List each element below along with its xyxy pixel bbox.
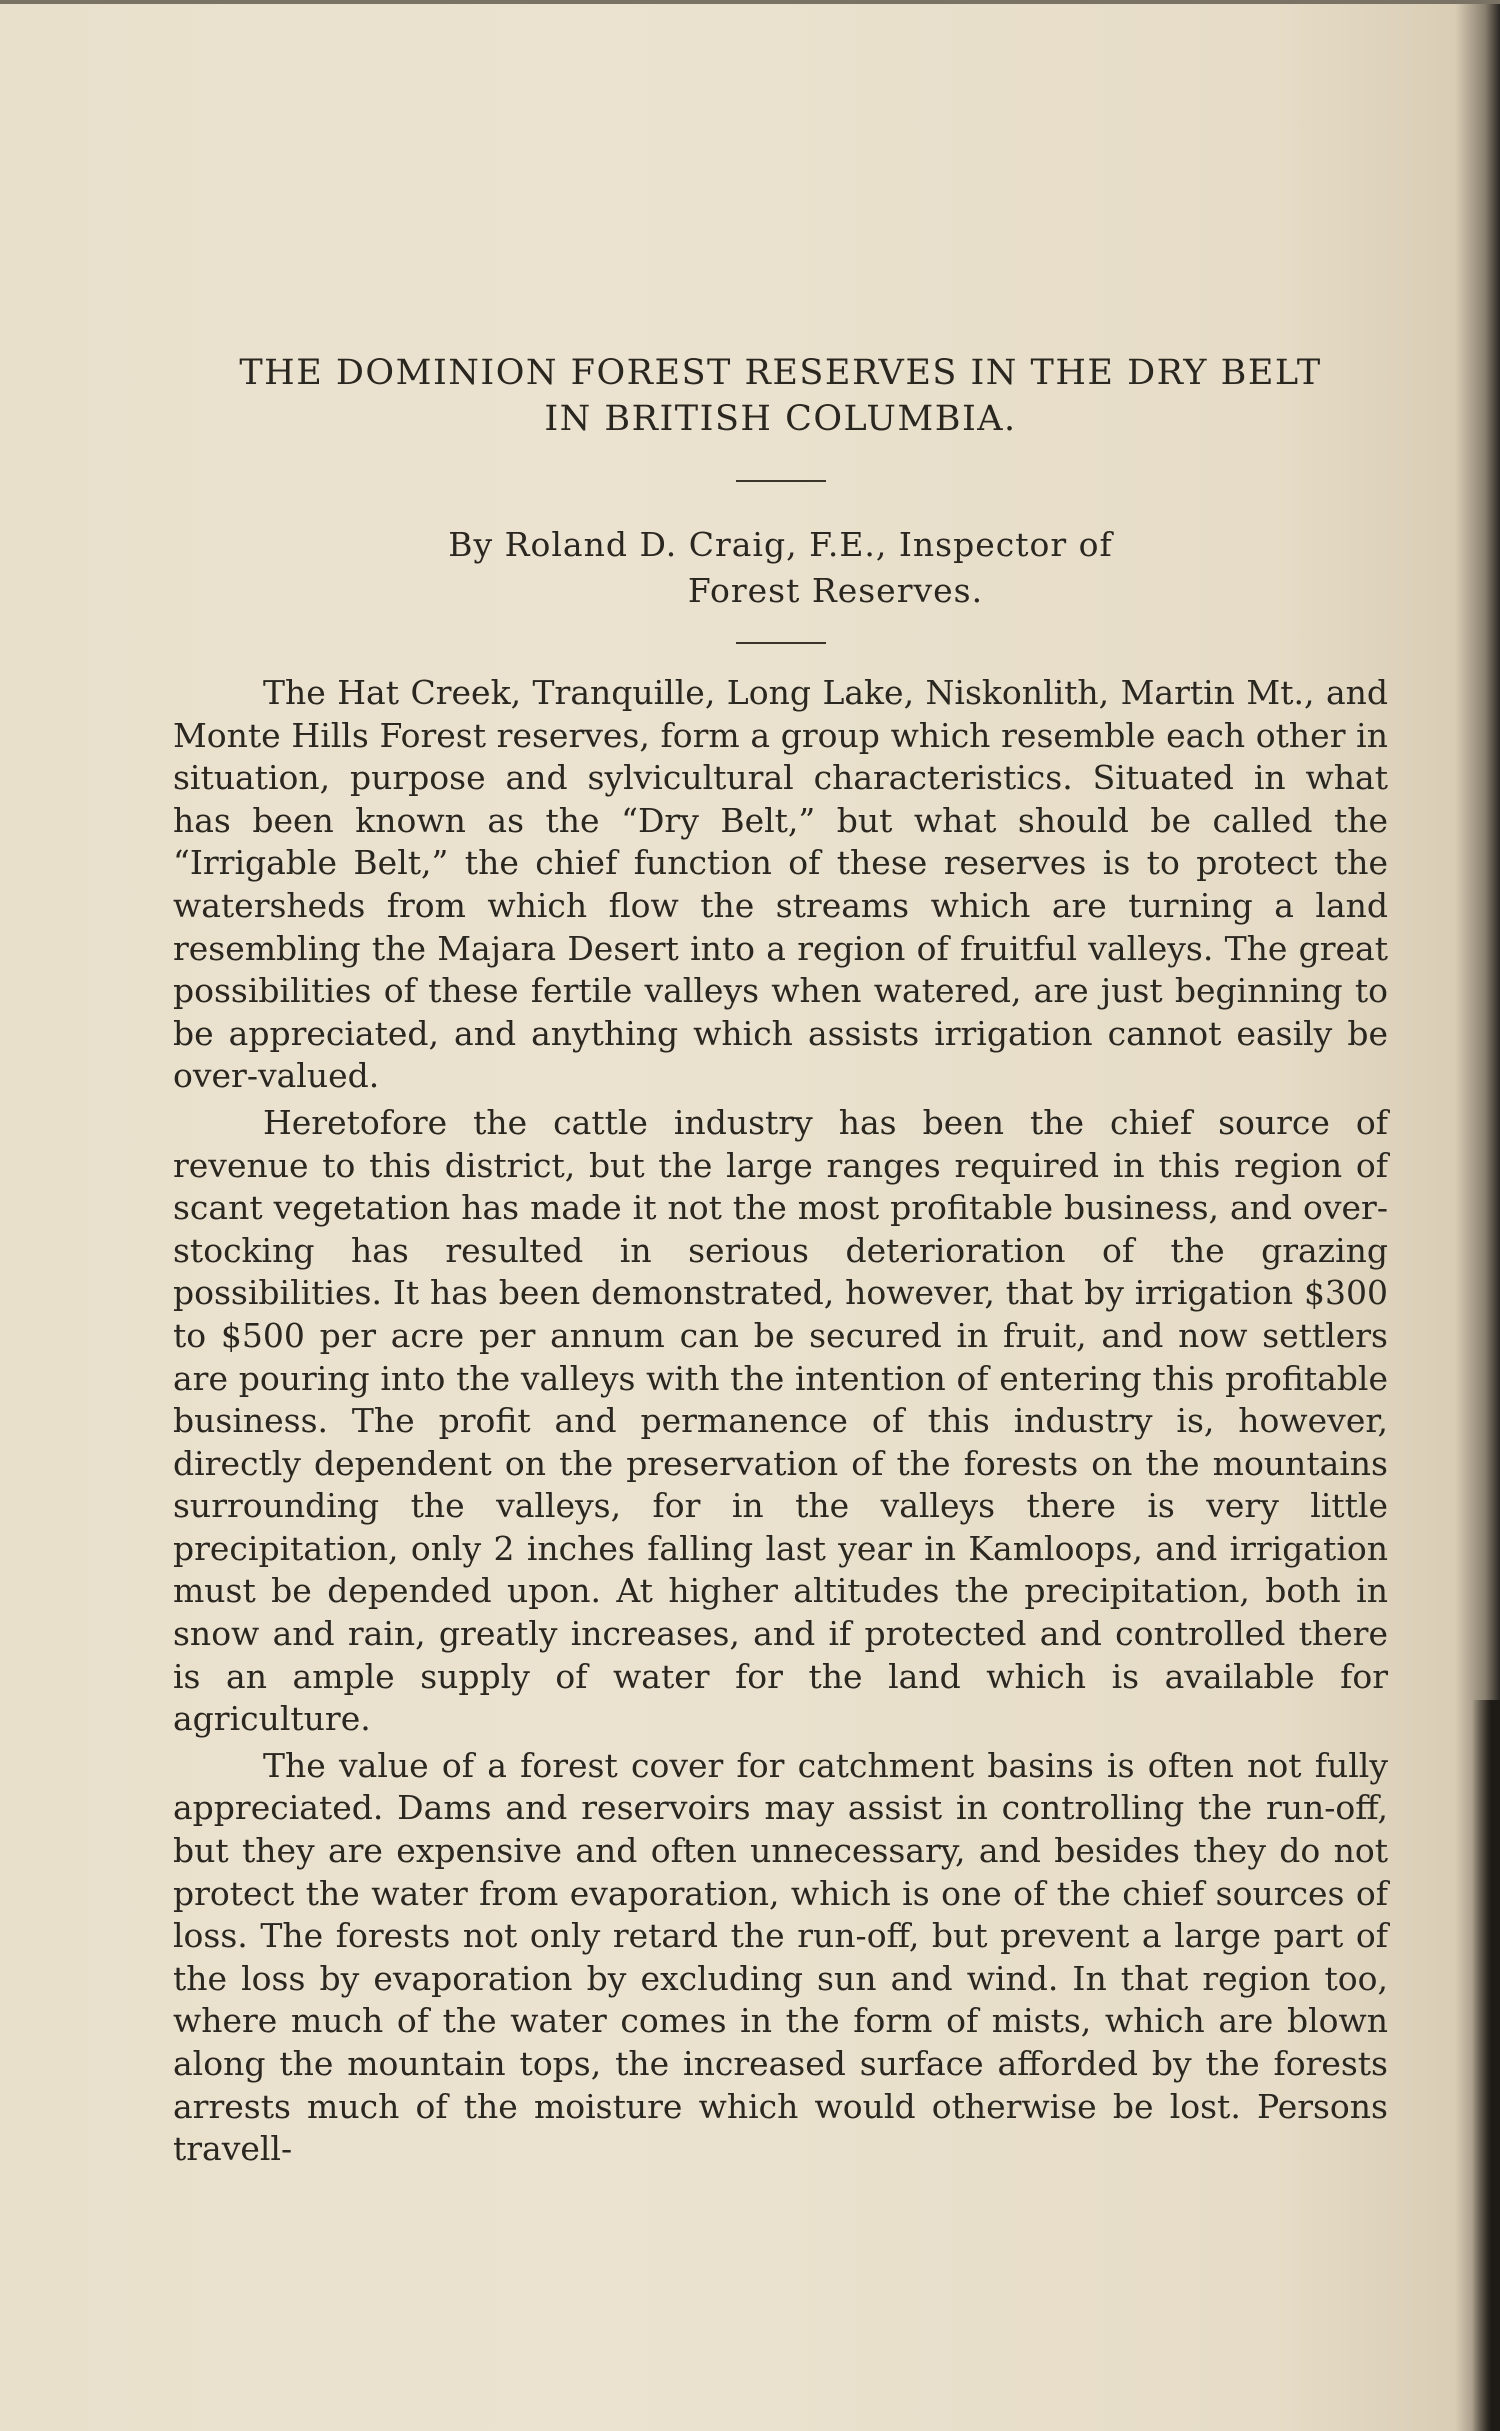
article	[173, 350, 1388, 2175]
paragraph-2: Heretofore the cattle industry has been the chief source of revenue to this district, but the large ranges required in this region of scant vegetation has made it not the most profitable business, and over-stocking has resulted in serious deterioration of the grazing possibilities. It has been demonstrated, however, that by irrigation $300 to $500 per acre per annum can be secured in fruit, and now settlers are pouring into the valleys with the intention of entering this profitable business. The profit and permanence of this industry is, however, directly dependent on the preservation of the forests on the mountains surrounding the valleys, for in the valleys there is very little precipitation, only 2 inches falling last year in Kamloops, and irrigation must be depended upon. At higher altitudes the precipitation, both in snow and rain, greatly increases, and if protected and controlled there is an ample supply of water for the land which is available for agriculture.	[173, 1102, 1388, 1739]
paragraph-1: The Hat Creek, Tranquille, Long Lake, Niskonlith, Martin Mt., and Monte Hills Forest reserves, form a group which resemble each other in situation, purpose and sylvicultural characteristics. Situated in what has been known as the “Dry Belt,” but what should be called the “Irrigable Belt,” the chief function of these reserves is to protect the watersheds from which flow the streams which are turning a land resembling the Majara Desert into a region of fruitful valleys. The great possibilities of these fertile valleys when watered, are just beginning to be appreciated, and anything which assists irrigation cannot easily be over-valued.	[173, 673, 1388, 1096]
title-line-2: IN BRITISH COLUMBIA.	[544, 399, 1017, 439]
byline-divider	[736, 642, 826, 644]
article-title	[173, 350, 1388, 442]
byline-line-2: Forest Reserves.	[687, 571, 984, 610]
page-top-edge	[0, 0, 1500, 4]
paragraph-3: The value of a forest cover for catchment basins is often not fully appreciated. Dams and reservoirs may assist in controlling the run-off, but they are expensive and often unnecessary, and besides they do not protect the water from evaporation, which is one of the chief sources of loss. The forests not only retard the run-off, but prevent a large part of the loss by evaporation by excluding sun and wind. In that region too, where much of the water comes in the form of mists, which are blown along the mountain tops, the increased surface afforded by the forests arrests much of the moisture which would otherwise be lost. Persons travell-	[173, 1745, 1388, 2169]
page-binding-shadow	[1472, 1700, 1500, 2431]
article-body	[173, 672, 1388, 2171]
title-line-1: THE DOMINION FOREST RESERVES IN THE DRY BELT	[239, 353, 1322, 393]
byline-line-1: By Roland D. Craig, F.E., Inspector of	[448, 525, 1113, 564]
title-divider	[736, 480, 826, 482]
